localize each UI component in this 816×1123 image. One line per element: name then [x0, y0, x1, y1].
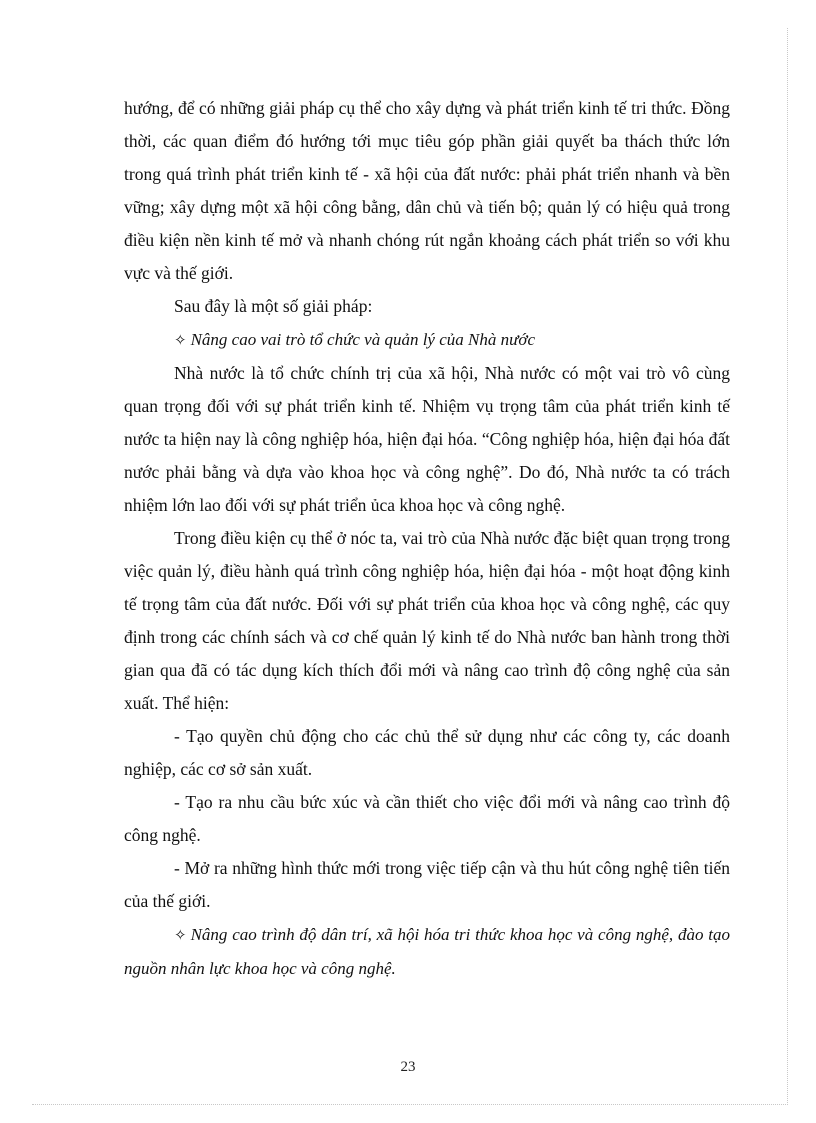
- heading-text: Nâng cao trình độ dân trí, xã hội hóa tri thức khoa học và công nghệ, đào tạo nguồn nhân lực khoa học và công nghệ.: [124, 925, 730, 978]
- section-heading-education: [124, 918, 730, 985]
- section-heading-state-role: [124, 323, 730, 357]
- paragraph-conditions: Trong điều kiện cụ thể ở nóc ta, vai trò của Nhà nước đặc biệt quan trọng trong việc quản lý, điều hành quá trình công nghiệp hóa, hiện đại hóa - một hoạt động kinh tế trọng tâm của đất nước. Đối với sự phát triển của khoa học và công nghệ, các quy định trong các chính sách và cơ chế quản lý kinh tế do Nhà nước ban hành trong thời gian qua đã có tác dụng kích thích đổi mới và nâng cao trình độ công nghệ của sản xuất. Thể hiện:: [124, 528, 730, 713]
- paragraph-state-role: Nhà nước là tổ chức chính trị của xã hội, Nhà nước có một vai trò vô cùng quan trọng đối với sự phát triển kinh tế. Nhiệm vụ trọng tâm của phát triển kinh tế nước ta hiện nay là công nghiệp hóa, hiện đại hóa. “Công nghiệp hóa, hiện đại hóa đất nước phải bằng và dựa vào khoa học và công nghệ”. Do đó, Nhà nước ta có trách nhiệm lớn lao đối với sự phát triển ủca khoa học và công nghệ.: [124, 363, 730, 515]
- document-body: [124, 92, 730, 985]
- paragraph-intro-continued: hướng, để có những giải pháp cụ thể cho xây dựng và phát triển kinh tế tri thức. Đồng thời, các quan điểm đó hướng tới mục tiêu góp phần giải quyết ba thách thức lớn trong quá trình phát triển kinh tế - xã hội của đất nước: phải phát triển nhanh và bền vững; xây dựng một xã hội công bằng, dân chủ và tiến bộ; quản lý có hiệu quả trong điều kiện nền kinh tế mở và nhanh chóng rút ngắn khoảng cách phát triển so với khu vực và thế giới.: [124, 98, 730, 283]
- heading-text: Nâng cao vai trò tổ chức và quản lý của Nhà nước: [190, 330, 535, 349]
- list-item-new-forms: - Mở ra những hình thức mới trong việc tiếp cận và thu hút công nghệ tiên tiến của thế giới.: [124, 858, 730, 911]
- list-item-demand: - Tạo ra nhu cầu bức xúc và cần thiết cho việc đổi mới và nâng cao trình độ công nghệ.: [124, 792, 730, 845]
- diamond-bullet-icon: ✧: [174, 331, 187, 349]
- diamond-bullet-icon: ✧: [174, 926, 187, 944]
- list-item-initiative: - Tạo quyền chủ động cho các chủ thể sử dụng như các công ty, các doanh nghiệp, các cơ sở sản xuất.: [124, 726, 730, 779]
- paragraph-solutions-intro: Sau đây là một số giải pháp:: [174, 296, 373, 316]
- page-number: 23: [400, 1059, 416, 1075]
